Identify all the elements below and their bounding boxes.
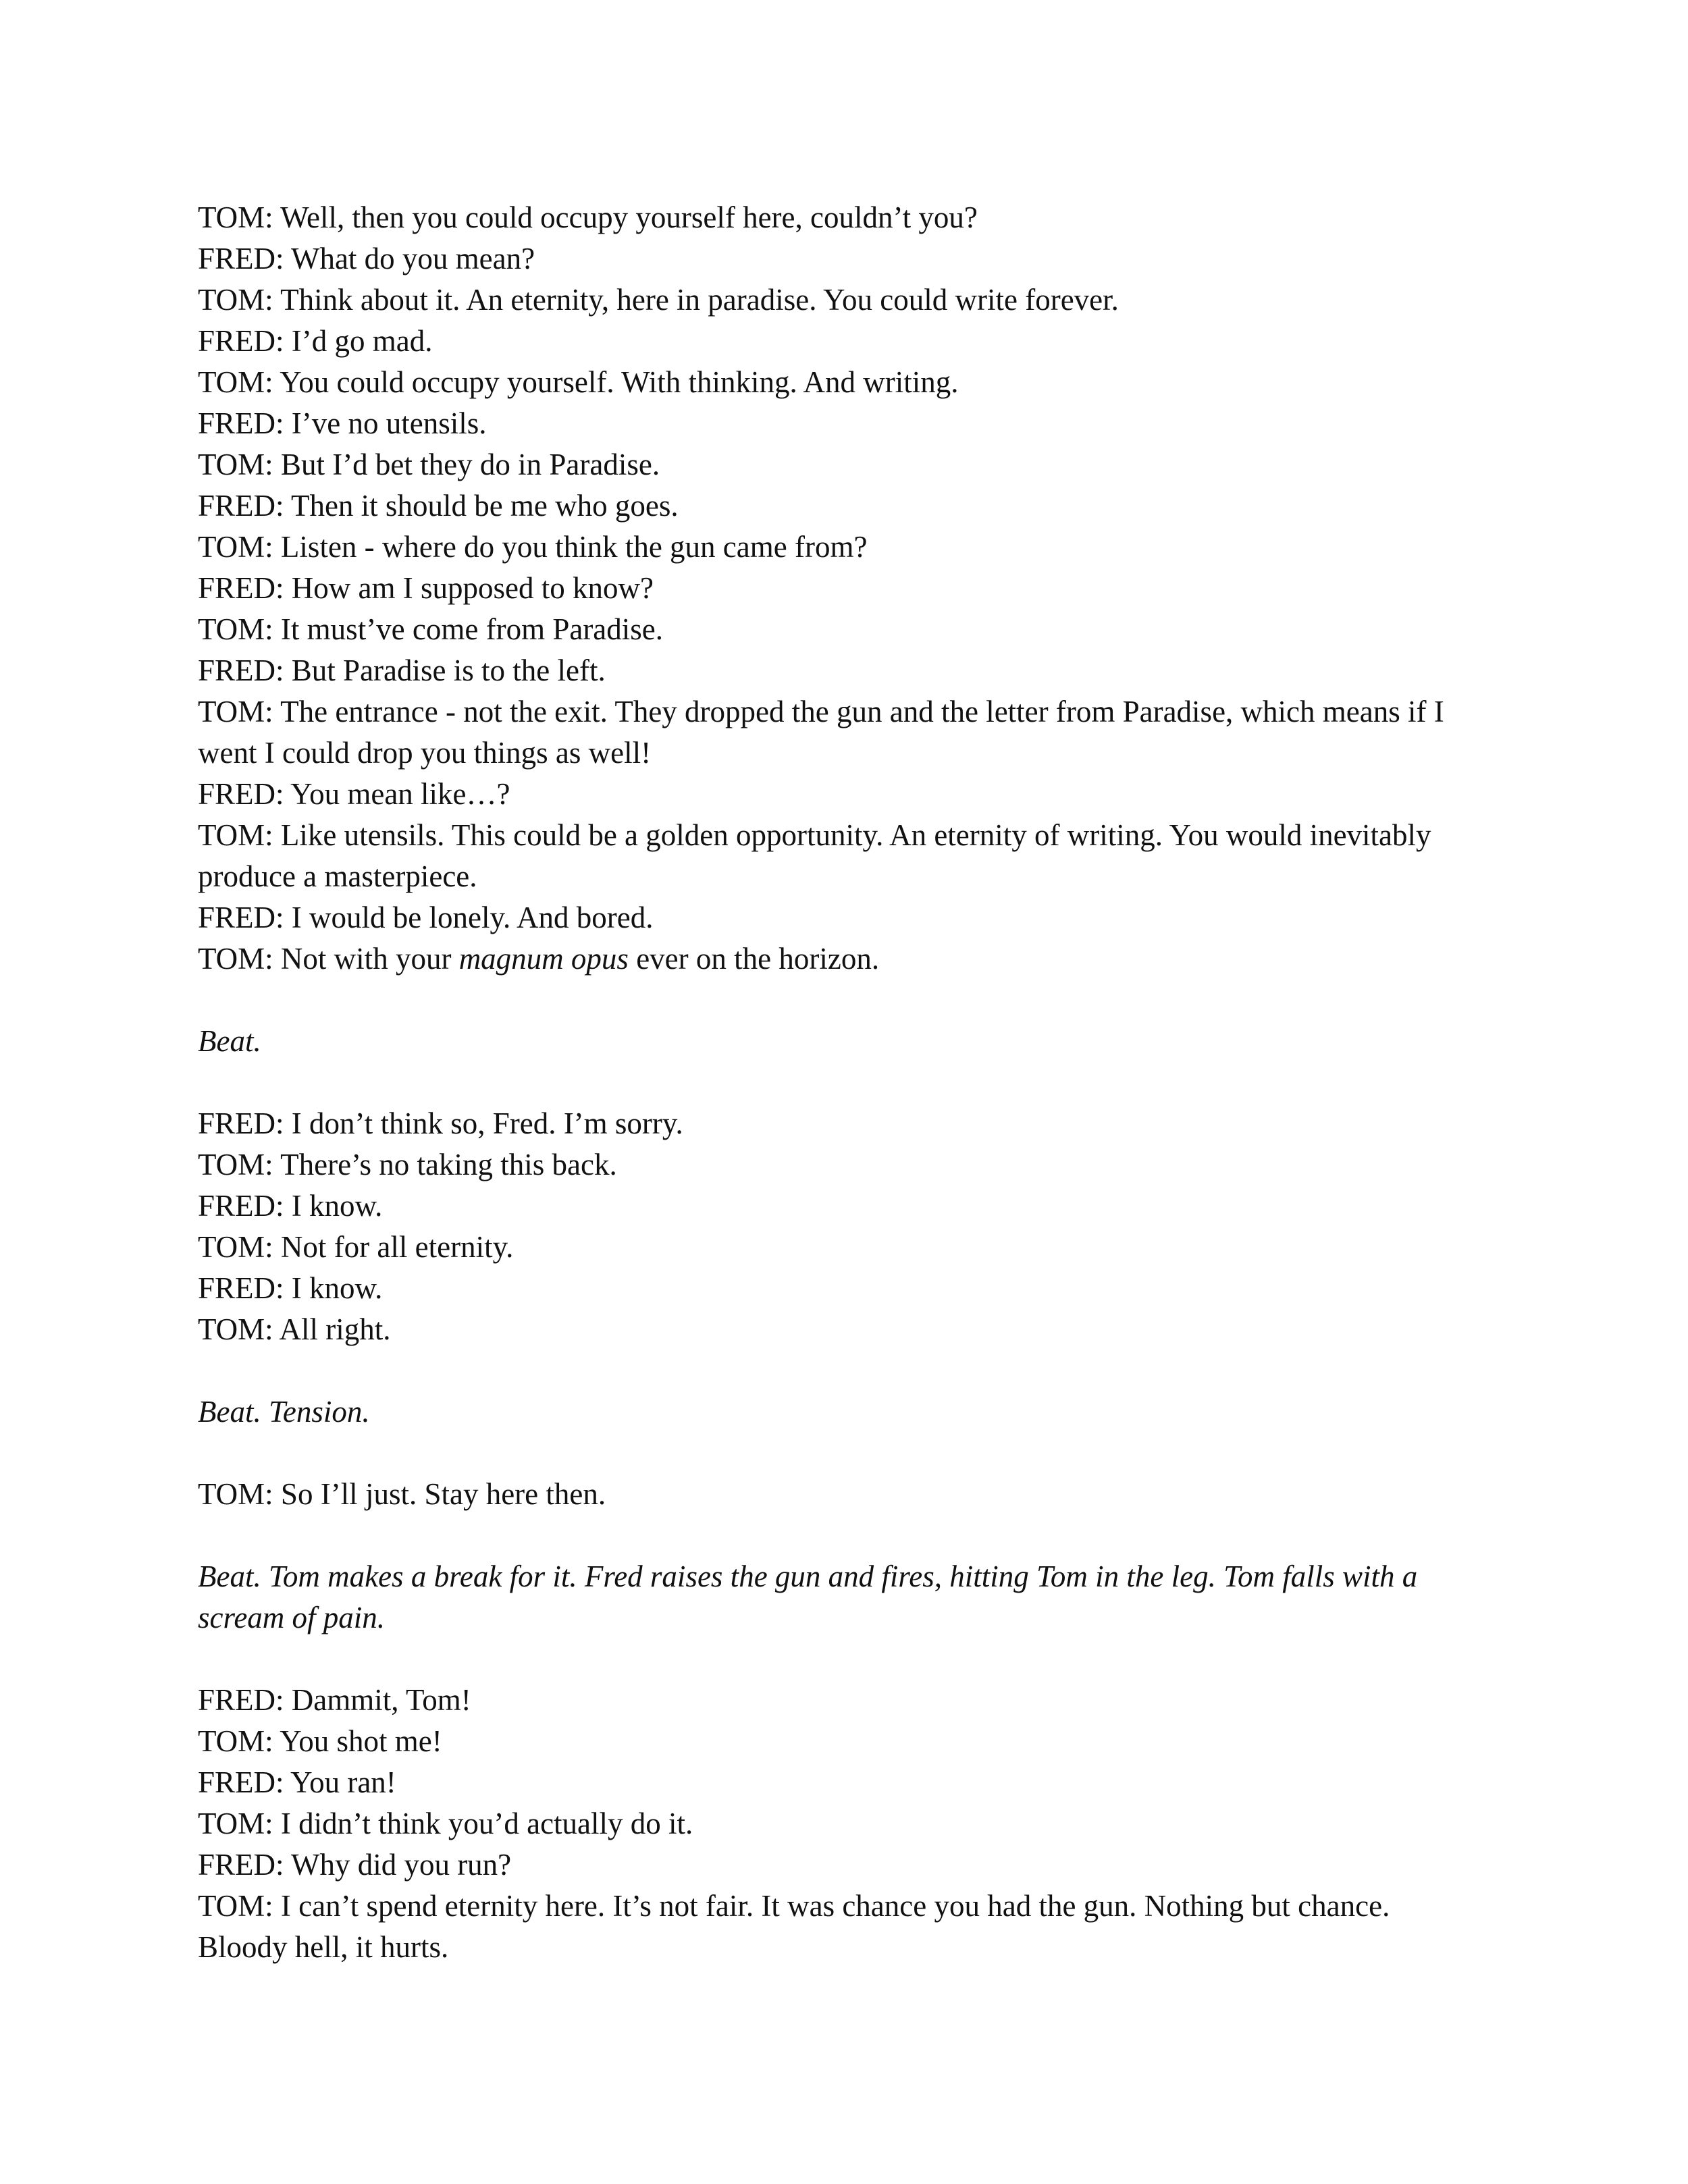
dialogue-line: TOM: Not for all eternity. <box>198 1230 514 1264</box>
dialogue-line: TOM: You shot me! <box>198 1724 442 1758</box>
dialogue-line: FRED: What do you mean? <box>198 242 535 275</box>
dialogue-line: FRED: Dammit, Tom! <box>198 1683 471 1717</box>
dialogue-line: TOM: You could occupy yourself. With thinking. And writing. <box>198 365 959 399</box>
paragraph-gap <box>198 980 1481 1021</box>
italic-term: magnum opus <box>458 942 629 976</box>
dialogue-line: FRED: But Paradise is to the left. <box>198 654 606 687</box>
dialogue-line: FRED: I know. <box>198 1271 383 1305</box>
dialogue-line: FRED: I don’t think so, Fred. I’m sorry. <box>198 1107 683 1140</box>
dialogue-line: TOM: But I’d bet they do in Paradise. <box>198 448 660 481</box>
dialogue-line: FRED: I would be lonely. And bored. <box>198 901 654 934</box>
dialogue-line: FRED: How am I supposed to know? <box>198 571 654 605</box>
dialogue-line: TOM: Like utensils. This could be a golden opportunity. An eternity of writing. You would inevitably produce a masterpiece. <box>198 818 1431 893</box>
dialogue-line: FRED: I’d go mad. <box>198 324 433 358</box>
stage-direction: Beat. Tension. <box>198 1395 370 1429</box>
dialogue-line: FRED: You mean like…? <box>198 777 510 811</box>
dialogue-line: TOM: It must’ve come from Paradise. <box>198 612 664 646</box>
paragraph-gap <box>198 1639 1481 1680</box>
dialogue-line-magnum-opus <box>198 938 1481 980</box>
dialogue-line: TOM: Listen - where do you think the gun came from? <box>198 530 868 564</box>
paragraph-gap <box>198 1433 1481 1474</box>
dialogue-line: FRED: Why did you run? <box>198 1848 512 1882</box>
dialogue-line: TOM: Well, then you could occupy yourself here, couldn’t you? <box>198 201 978 234</box>
dialogue-line: TOM: So I’ll just. Stay here then. <box>198 1477 606 1511</box>
script-page <box>198 197 1481 1968</box>
dialogue-text: ever on the horizon. <box>628 942 880 976</box>
dialogue-line: FRED: Then it should be me who goes. <box>198 489 679 523</box>
stage-direction: Beat. Tom makes a break for it. Fred raises the gun and fires, hitting Tom in the leg. Tom falls with a scream of pain. <box>198 1560 1418 1634</box>
dialogue-line: TOM: The entrance - not the exit. They dropped the gun and the letter from Paradise, which means if I went I could drop you things as well! <box>198 695 1444 770</box>
dialogue-line: TOM: There’s no taking this back. <box>198 1148 617 1181</box>
paragraph-gap <box>198 1350 1481 1391</box>
dialogue-line: FRED: You ran! <box>198 1765 396 1799</box>
dialogue-text: TOM: Not with your <box>198 942 459 976</box>
dialogue-line: TOM: I didn’t think you’d actually do it. <box>198 1807 693 1840</box>
paragraph-gap <box>198 1515 1481 1556</box>
dialogue-line: TOM: I can’t spend eternity here. It’s not fair. It was chance you had the gun. Nothing but chance. Bloody hell, it hurts. <box>198 1889 1390 1964</box>
dialogue-line: TOM: Think about it. An eternity, here in paradise. You could write forever. <box>198 283 1119 317</box>
paragraph-gap <box>198 1062 1481 1103</box>
dialogue-line: FRED: I’ve no utensils. <box>198 406 487 440</box>
dialogue-line: TOM: All right. <box>198 1312 391 1346</box>
dialogue-line: FRED: I know. <box>198 1189 383 1223</box>
stage-direction: Beat. <box>198 1024 261 1058</box>
